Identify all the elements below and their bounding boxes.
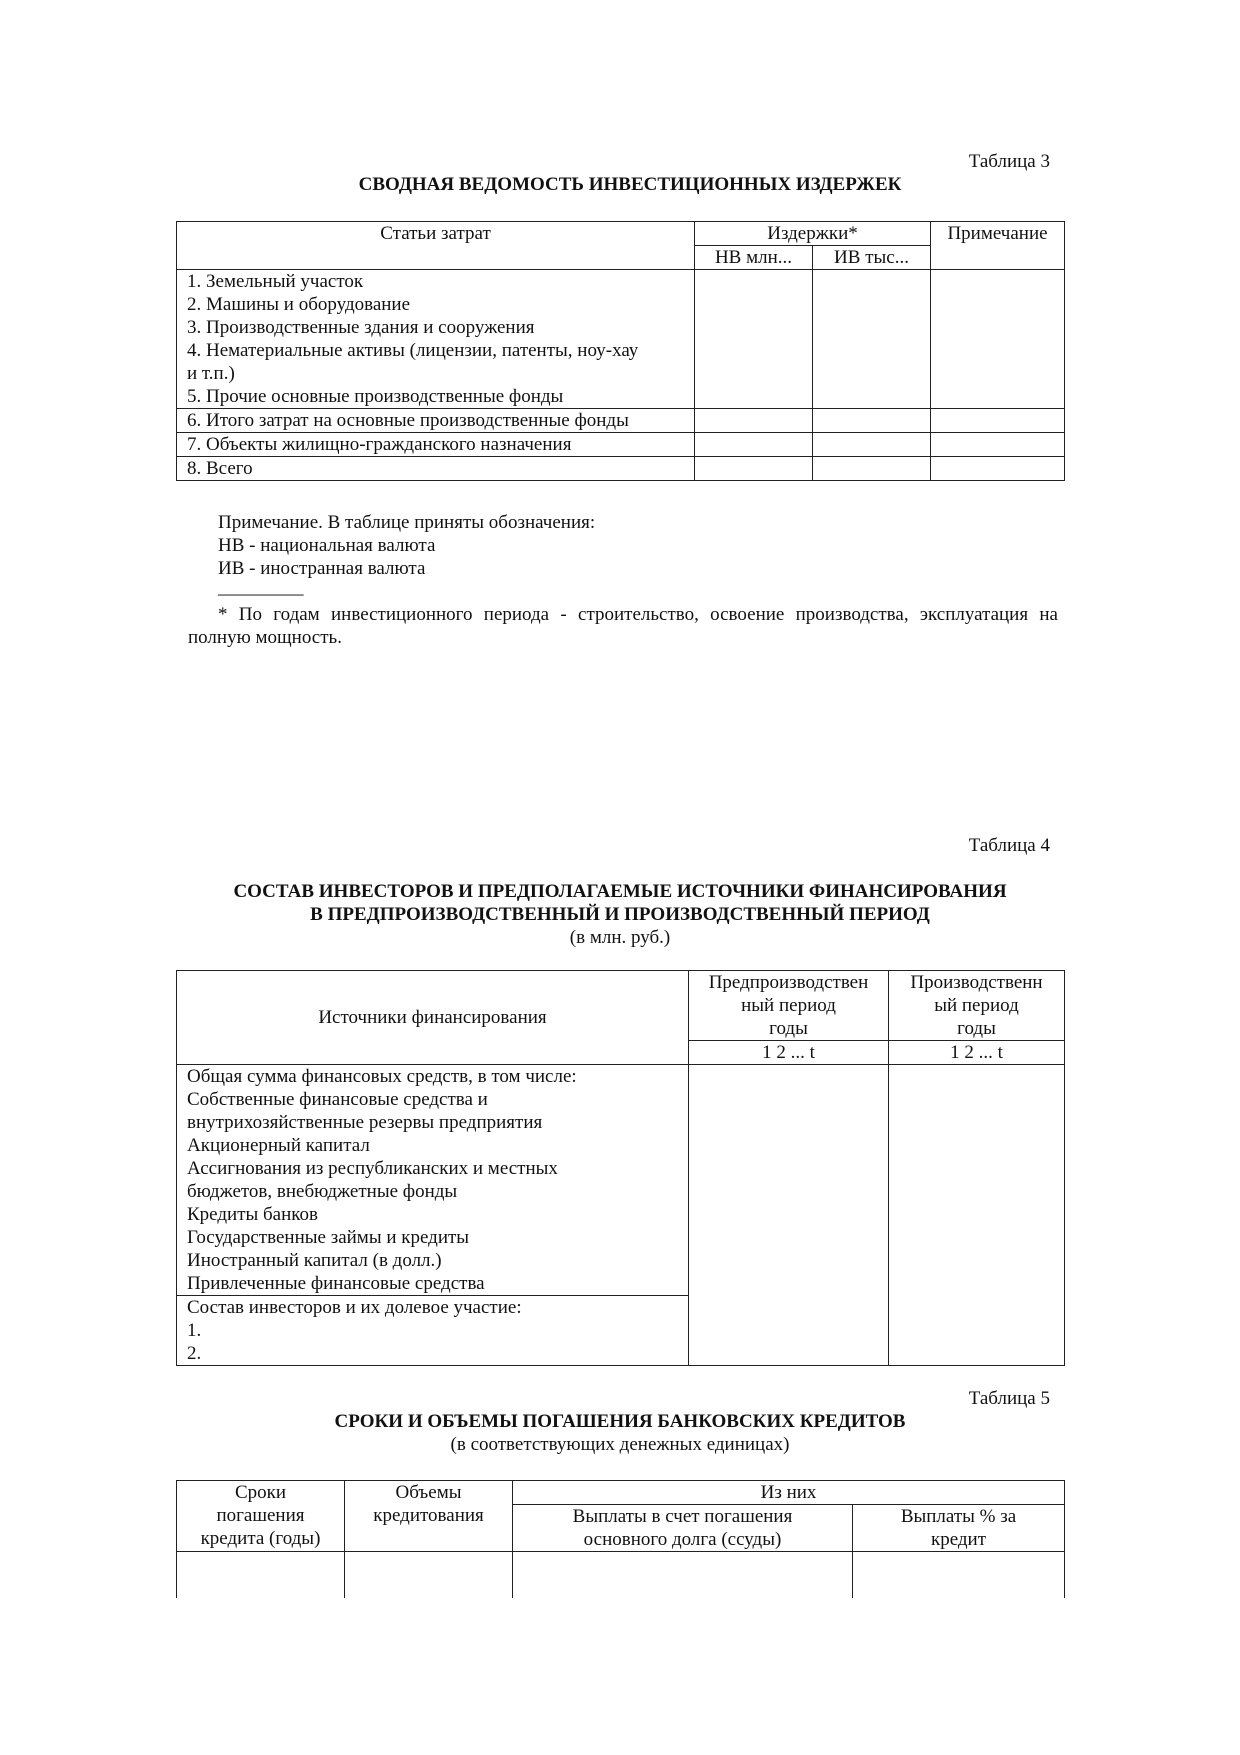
- t4-sources-block: [177, 1065, 689, 1296]
- t3-row6: 6. Итого затрат на основные производственные фонды: [177, 409, 695, 433]
- t4-source-item: Кредиты банков: [187, 1204, 319, 1225]
- t5-header-of-them: Из них: [513, 1481, 1065, 1505]
- t4-investors-block: [177, 1296, 689, 1366]
- t3-cell-empty: [695, 270, 813, 409]
- t3-note-line: НВ - национальная валюта: [218, 535, 436, 556]
- t3-cell-empty: [695, 409, 813, 433]
- t3-cell-empty: [931, 270, 1065, 409]
- t5-header-text: Выплаты в счет погашения: [572, 1506, 793, 1527]
- t4-header-text: годы: [957, 1018, 996, 1039]
- t4-investor-item: 2.: [187, 1343, 202, 1364]
- table5-label: Таблица 5: [968, 1388, 1050, 1409]
- t3-cell-empty: [813, 270, 931, 409]
- t3-row8: 8. Всего: [177, 457, 695, 481]
- table4-subtitle: (в млн. руб.): [569, 927, 671, 948]
- t3-header-costs: Издержки*: [695, 222, 931, 246]
- t4-source-item: Привлеченные финансовые средства: [187, 1273, 485, 1294]
- t5-header-text: основного долга (ссуды): [583, 1529, 782, 1550]
- table3-title: СВОДНАЯ ВЕДОМОСТЬ ИНВЕСТИЦИОННЫХ ИЗДЕРЖЕК: [358, 174, 902, 195]
- t3-cell-empty: [813, 457, 931, 481]
- t3-cell-empty: [931, 409, 1065, 433]
- t5-cell-empty: [513, 1552, 853, 1598]
- t3-item: 4. Нематериальные активы (лицензии, патенты, ноу-хау: [187, 340, 639, 361]
- t5-header-volumes: [345, 1481, 513, 1552]
- table4-title-line1: СОСТАВ ИНВЕСТОРОВ И ПРЕДПОЛАГАЕМЫЕ ИСТОЧНИКИ ФИНАНСИРОВАНИЯ: [233, 881, 1007, 902]
- t5-header-text: кредита (годы): [200, 1528, 321, 1549]
- t4-header-text: Производственн: [910, 972, 1043, 993]
- t4-header-text: ный период: [741, 995, 836, 1016]
- t5-header-text: Выплаты % за: [900, 1506, 1017, 1527]
- t3-item: 5. Прочие основные производственные фонды: [187, 386, 564, 407]
- table5-title: СРОКИ И ОБЪЕМЫ ПОГАШЕНИЯ БАНКОВСКИХ КРЕДИТОВ: [334, 1411, 906, 1432]
- t4-years-prod: 1 2 ... t: [889, 1041, 1065, 1065]
- t3-item: и т.п.): [187, 363, 235, 384]
- table3: [176, 221, 1065, 481]
- t4-investor-item: Состав инвесторов и их долевое участие:: [187, 1297, 522, 1318]
- t3-items-block: [177, 270, 695, 409]
- t3-cell-empty: [931, 457, 1065, 481]
- table4: [176, 970, 1065, 1366]
- t3-header-note: Примечание: [931, 222, 1065, 270]
- t4-years-pre: 1 2 ... t: [689, 1041, 889, 1065]
- t5-header-text: Сроки: [234, 1482, 287, 1503]
- t3-notes: [218, 511, 1058, 599]
- t4-header-sources: Источники финансирования: [177, 971, 689, 1065]
- t4-cell-empty: [689, 1065, 889, 1366]
- t3-note-rule: _________: [218, 577, 304, 598]
- t5-header-text: Объемы: [395, 1482, 462, 1503]
- t3-cell-empty: [813, 433, 931, 457]
- t4-source-item: Иностранный капитал (в долл.): [187, 1250, 442, 1271]
- t5-header-text: кредитования: [373, 1505, 484, 1526]
- t5-header-interest: [853, 1505, 1065, 1552]
- t4-header-preproduction: [689, 971, 889, 1041]
- t3-header-iv: ИВ тыс...: [813, 246, 931, 270]
- t3-cell-empty: [813, 409, 931, 433]
- t4-source-item: Акционерный капитал: [187, 1135, 370, 1156]
- t3-note-line: ИВ - иностранная валюта: [218, 558, 426, 579]
- t3-item: 3. Производственные здания и сооружения: [187, 317, 535, 338]
- t4-source-item: внутрихозяйственные резервы предприятия: [187, 1112, 543, 1133]
- table4-title-line2: В ПРЕДПРОИЗВОДСТВЕННЫЙ И ПРОИЗВОДСТВЕННЫЙ ПЕРИОД: [310, 904, 930, 925]
- t3-cell-empty: [695, 457, 813, 481]
- t4-source-item: Общая сумма финансовых средств, в том числе:: [187, 1066, 577, 1087]
- t4-header-text: годы: [769, 1018, 808, 1039]
- t5-cell-empty: [177, 1552, 345, 1598]
- t3-row7: 7. Объекты жилищно-гражданского назначения: [177, 433, 695, 457]
- t3-cell-empty: [695, 433, 813, 457]
- t3-item: 2. Машины и оборудование: [187, 294, 411, 315]
- t5-header-principal: [513, 1505, 853, 1552]
- table5: [176, 1480, 1065, 1598]
- table4-label: Таблица 4: [968, 835, 1050, 856]
- t3-footnote: * По годам инвестиционного периода - строительство, освоение производства, эксплуатация на полную мощность.: [188, 604, 1058, 648]
- t3-note-line: Примечание. В таблице приняты обозначения:: [218, 512, 596, 533]
- t4-source-item: бюджетов, внебюджетные фонды: [187, 1181, 458, 1202]
- t4-source-item: Ассигнования из республиканских и местных: [187, 1158, 558, 1179]
- t4-source-item: Собственные финансовые средства и: [187, 1089, 488, 1110]
- t3-item: 1. Земельный участок: [187, 271, 364, 292]
- t3-cell-empty: [931, 433, 1065, 457]
- t5-header-text: кредит: [930, 1529, 987, 1550]
- t4-header-text: ый период: [934, 995, 1019, 1016]
- t3-header-nv: НВ млн...: [695, 246, 813, 270]
- t4-source-item: Государственные займы и кредиты: [187, 1227, 470, 1248]
- t5-header-text: погашения: [216, 1505, 305, 1526]
- t4-header-text: Предпроизводствен: [708, 972, 869, 993]
- t5-cell-empty: [345, 1552, 513, 1598]
- t3-header-articles: Статьи затрат: [177, 222, 695, 270]
- t5-cell-empty: [853, 1552, 1065, 1598]
- t4-investor-item: 1.: [187, 1320, 202, 1341]
- table3-label: Таблица 3: [968, 151, 1050, 172]
- table5-subtitle: (в соответствующих денежных единицах): [450, 1434, 790, 1455]
- t4-cell-empty: [889, 1065, 1065, 1366]
- t4-header-production: [889, 971, 1065, 1041]
- t5-header-terms: [177, 1481, 345, 1552]
